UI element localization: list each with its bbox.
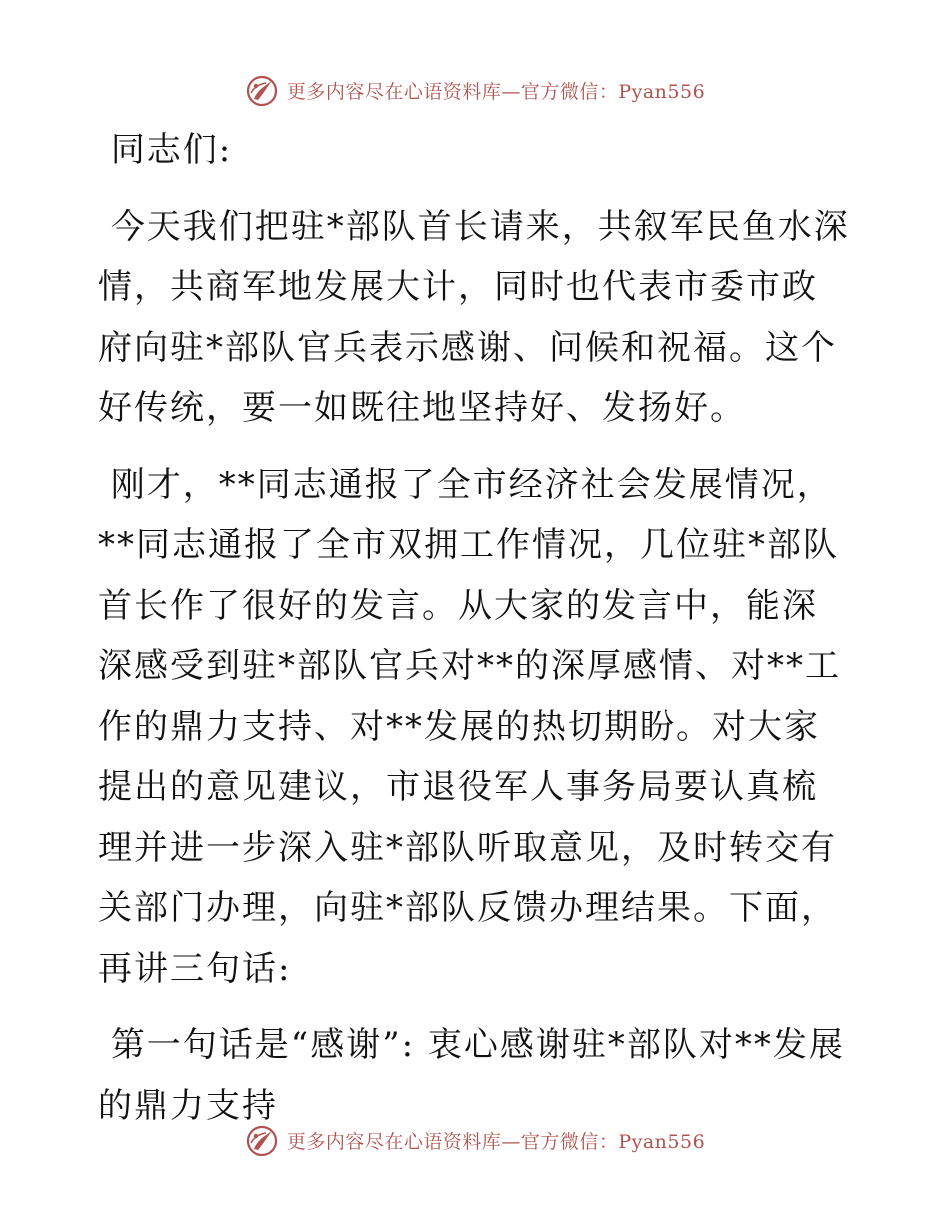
flame-logo-icon bbox=[245, 73, 279, 107]
paragraph-2: 刚才，**同志通报了全市经济社会发展情况，**同志通报了全市双拥工作情况，几位驻*部队首长作了很好的发言。从大家的发言中，能深深感受到驻*部队官兵对**的深厚感情、对**工作的鼎力支持、对**发展的热切期盼。对大家提出的意见建议，市退役军人事务局要认真梳理并进一步深入驻*部队听取意见，及时转交有关部门办理，向驻*部队反馈办理结果。下面，再讲三句话: bbox=[98, 464, 841, 989]
salutation: 同志们: bbox=[98, 130, 233, 170]
paragraph-1: 今天我们把驻*部队首长请来，共叙军民鱼水深情，共商军地发展大计，同时也代表市委市政府向驻*部队官兵表示感谢、问候和祝福。这个好传统，要一如既往地坚持好、发扬好。 bbox=[98, 206, 850, 428]
document-body bbox=[98, 120, 850, 1152]
flame-logo-icon bbox=[245, 1123, 279, 1157]
header-banner bbox=[0, 68, 950, 112]
footer-banner-text: 更多内容尽在心语资料库—官方微信：Pyan556 bbox=[286, 1130, 706, 1153]
header-banner-text: 更多内容尽在心语资料库—官方微信：Pyan556 bbox=[286, 80, 706, 103]
footer-banner bbox=[0, 1118, 950, 1162]
paragraph-3: 第一句话是“感谢”: 衷心感谢驻*部队对**发展的鼎力支持 bbox=[98, 1025, 845, 1126]
